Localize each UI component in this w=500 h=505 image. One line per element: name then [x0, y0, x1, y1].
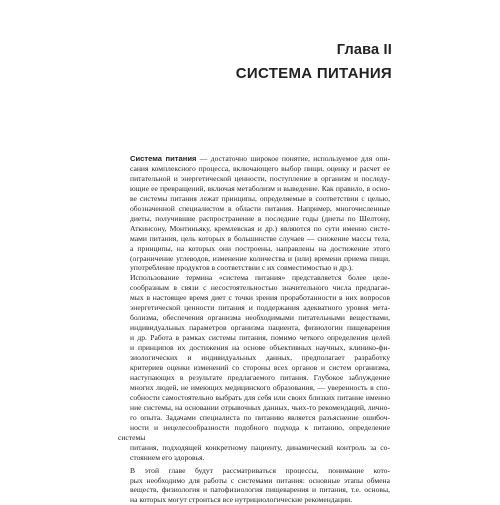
text-line: веществ, физиология и патофизиология пищеварения и питания, т.е. основы, [130, 485, 390, 495]
text-line: зиологических и индивидуальных данных, предполагает разработку [130, 353, 390, 363]
text-line: индивидуальных параметров организма пациента, физиологии пищеварения [130, 323, 390, 333]
text-line: многих людей, не имеющих медицинского образования, — уверенность в спо- [130, 382, 390, 392]
text-line: собности самостоятельно выбрать для себя или своих близких питание именно [130, 392, 390, 402]
text-line: и принципов их достижения на основе объективных научных, клинико-фи- [130, 343, 390, 353]
text-line: питательной и энергетической ценности, поступление в организм и последу- [130, 173, 390, 183]
text-line: ности и нецелесообразности подобного подхода к питанию, определение системы [118, 422, 390, 442]
chapter-title: СИСТЕМА ПИТАНИЯ [235, 65, 392, 82]
text-line: обозначенной специалистом в области питания. Например, многочисленные [130, 203, 390, 213]
defined-term: Система питания [130, 154, 197, 163]
text-line: стоянием его здоровья. [130, 452, 205, 462]
text-line: рых необходимо для работы с системами питания: основные этапы обмена [130, 475, 390, 485]
body-text [118, 154, 390, 505]
text-line: Использование термина «система питания» представляется более целе- [130, 273, 390, 283]
chapter-number: Глава II [336, 42, 392, 58]
text-line: питания, подходящей конкретному пациенту, динамический контроль за со- [130, 442, 390, 452]
text-line: а принципы, на которых они построены, направлены на достижение этого [130, 243, 390, 253]
text-line: (ограничение углеводов, изменение количества и (или) времени приема пищи, [130, 253, 390, 263]
text-line: Система питания — достаточно широкое понятие, используемое для опи- [130, 154, 391, 163]
text-line: ние системы, на основании отрывочных данных, чьих-то рекомендаций, лично- [130, 402, 390, 412]
chapter-heading [236, 42, 392, 82]
paragraph-2 [118, 273, 390, 462]
paragraph-1 [118, 154, 390, 273]
text-line: сообразным в связи с несостоятельностью значительного числа предлагае- [130, 283, 390, 293]
text-line: мых в настоящее время диет с точки зрения проработанности в них вопросов [130, 293, 390, 303]
text-line: ве системы питания лежат принципы, определяемые в соответствии с целью, [130, 193, 390, 203]
text-line: ющие ее превращений, включая метаболизм и выведение. Как правило, в осно- [130, 183, 390, 193]
text-line: и др. Работа в рамках системы питания, помимо четкого определения целей [130, 333, 390, 343]
text-line: употребление продуктов в соответствии с их совместимостью и др.). [130, 263, 354, 273]
text-line: критериев оценки изменений со стороны всех органов и систем организма, [130, 363, 390, 373]
text-line: сания комплексного процесса, включающего выбор пищи, оценку и расчет ее [130, 163, 390, 173]
text-line: на которых могут строиться все нутрициологические рекомендации. [130, 495, 353, 505]
paragraph-3 [118, 466, 390, 505]
text-line: мами питания, цель которых в большинстве случаев — снижение массы тела, [130, 233, 390, 243]
text-line: энергетической ценности питания и поддержания адекватного уровня мета- [130, 303, 390, 313]
text-line: Аткинсону, Монтиньяку, кремлевская и др.) являются по сути именно систе- [130, 223, 390, 233]
text-line: диеты, получившие распространение в последние годы (диеты по Шелтону, [130, 213, 390, 223]
text-line: В этой главе будут рассматриваться процессы, понимание кото- [130, 465, 390, 475]
text-line: наступающих в результате предлагаемого питания. Глубокое заблуждение [130, 372, 390, 382]
text-line: болизма, обеспечения организма необходимыми питательными веществами, [130, 313, 390, 323]
text-line: го опыта. Задачами специалиста по питанию является разъяснение ошибоч- [130, 412, 390, 422]
